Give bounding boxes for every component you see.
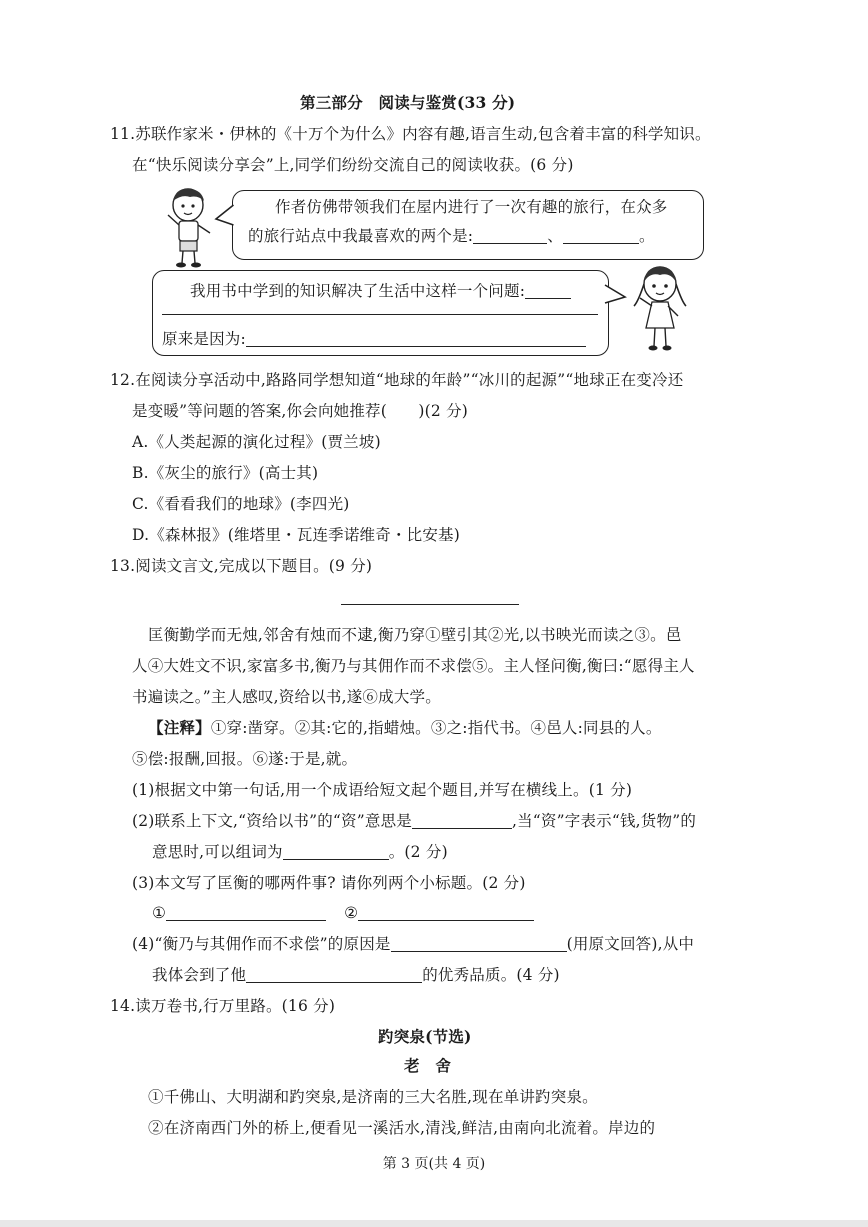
boy-illustration [160, 185, 218, 270]
boy-bubble-prompt: 的旅行站点中我最喜欢的两个是: [248, 227, 474, 245]
q12-option-c[interactable]: C.《看看我们的地球》(李四光) [132, 495, 350, 513]
sub4-prompt-c: 我体会到了他 [152, 966, 247, 984]
favorite-stop-blank-1[interactable] [473, 229, 547, 244]
article-paragraph-2: ②在济南西门外的桥上,便看见一溪活水,清浅,鲜洁,由南向北流着。岸边的 [148, 1119, 656, 1137]
q12-option-d[interactable]: D.《森林报》(维塔里・瓦连季诺维奇・比安基) [132, 526, 460, 544]
passage-title-blank[interactable] [341, 604, 519, 605]
q14-stem: 14.读万卷书,行万里路。(16 分) [110, 997, 336, 1015]
girl-bubble-prompt: 我用书中学到的知识解决了生活中这样一个问题: [190, 282, 526, 300]
boy-bubble-separator: 、 [547, 227, 563, 245]
sub2-prompt-c: 意思时,可以组词为 [152, 843, 283, 861]
q13-sub4-line1 [132, 934, 694, 954]
annotation-label: 【注释】 [148, 718, 211, 737]
subtitle-marker-1: ① [152, 904, 167, 922]
girl-bubble-text-line3 [162, 329, 586, 349]
problem-answer-line[interactable] [162, 314, 598, 315]
page-footer: 第 3 页(共 4 页) [382, 1156, 486, 1172]
classical-passage-line2: 人④大姓文不识,家富多书,衡乃与其佣作而不求偿⑤。主人怪问衡,衡曰:“愿得主人 [132, 657, 695, 675]
boy-bubble-text-line2 [248, 226, 655, 246]
q11-stem-line1: 11.苏联作家米・伊林的《十万个为什么》内容有趣,语言生动,包含着丰富的科学知识。 [110, 125, 711, 143]
article-title: 趵突泉(节选) [378, 1027, 472, 1046]
reason-prompt: 原来是因为: [162, 330, 246, 348]
annotation-text-1: ①穿:凿穿。②其:它的,指蜡烛。③之:指代书。④邑人:同县的人。 [210, 719, 662, 737]
q12-stem-line2: 是变暖”等问题的答案,你会向她推荐( )(2 分) [132, 402, 469, 420]
section-title: 第三部分 阅读与鉴赏(33 分) [300, 93, 516, 112]
sub4-prompt-b: (用原文回答),从中 [566, 935, 695, 953]
favorite-stop-blank-2[interactable] [563, 229, 639, 244]
annotation-line2: ⑤偿:报酬,回报。⑥遂:于是,就。 [132, 750, 358, 768]
problem-blank-start[interactable] [525, 284, 571, 299]
article-author: 老 舍 [404, 1056, 452, 1075]
boy-bubble-tail [216, 205, 236, 227]
subtitle-blank-2[interactable] [358, 906, 534, 921]
annotation-line1 [148, 718, 662, 738]
q13-sub1: (1)根据文中第一句话,用一个成语给短文起个题目,并写在横线上。(1 分) [132, 781, 633, 799]
q12-stem-line1: 12.在阅读分享活动中,路路同学想知道“地球的年龄”“冰川的起源”“地球正在变冷还 [110, 371, 684, 389]
q13-sub3: (3)本文写了匡衡的哪两件事? 请你列两个小标题。(2 分) [132, 874, 526, 892]
article-paragraph-1: ①千佛山、大明湖和趵突泉,是济南的三大名胜,现在单讲趵突泉。 [148, 1088, 598, 1106]
reason-answer-blank[interactable] [246, 332, 586, 347]
subtitle-marker-2: ② [344, 904, 359, 922]
sub2-prompt-b: ,当“资”字表示“钱,货物”的 [511, 812, 697, 830]
q13-sub4-line2 [152, 965, 560, 985]
q12-option-a[interactable]: A.《人类起源的演化过程》(贾兰坡) [132, 433, 381, 451]
girl-illustration [630, 262, 690, 357]
q13-sub3-answers [152, 903, 534, 923]
zi-word-blank[interactable] [283, 845, 389, 860]
sub4-prompt-a: (4)“衡乃与其佣作而不求偿”的原因是 [132, 935, 391, 953]
reason-quote-blank[interactable] [391, 937, 567, 952]
sub4-prompt-d: 的优秀品质。(4 分) [422, 966, 560, 984]
boy-bubble-text-line1: 作者仿佛带领我们在屋内进行了一次有趣的旅行，在众多 [275, 198, 668, 216]
classical-passage-line1: 匡衡勤学而无烛,邻舍有烛而不逮,衡乃穿①壁引其②光,以书映光而读之③。邑 [148, 626, 682, 644]
sub2-prompt-d: 。(2 分) [388, 843, 448, 861]
boy-bubble-end: 。 [638, 227, 655, 245]
subtitle-blank-1[interactable] [166, 906, 326, 921]
q11-stem-line2: 在“快乐阅读分享会”上,同学们纷纷交流自己的阅读收获。(6 分) [132, 156, 574, 174]
q13-stem: 13.阅读文言文,完成以下题目。(9 分) [110, 557, 373, 575]
q12-option-b[interactable]: B.《灰尘的旅行》(高士其) [132, 464, 319, 482]
quality-blank[interactable] [246, 968, 422, 983]
page-bottom-edge [0, 1220, 868, 1227]
q13-sub2-line2 [152, 842, 448, 862]
q13-sub2-line1 [132, 811, 696, 831]
girl-bubble-tail [605, 285, 627, 307]
zi-meaning-blank[interactable] [412, 814, 512, 829]
sub2-prompt-a: (2)联系上下文,“资给以书”的“资”意思是 [132, 812, 412, 830]
girl-bubble-text-line1 [190, 281, 571, 301]
classical-passage-line3: 书遍读之。”主人感叹,资给以书,遂⑥成大学。 [132, 688, 441, 706]
